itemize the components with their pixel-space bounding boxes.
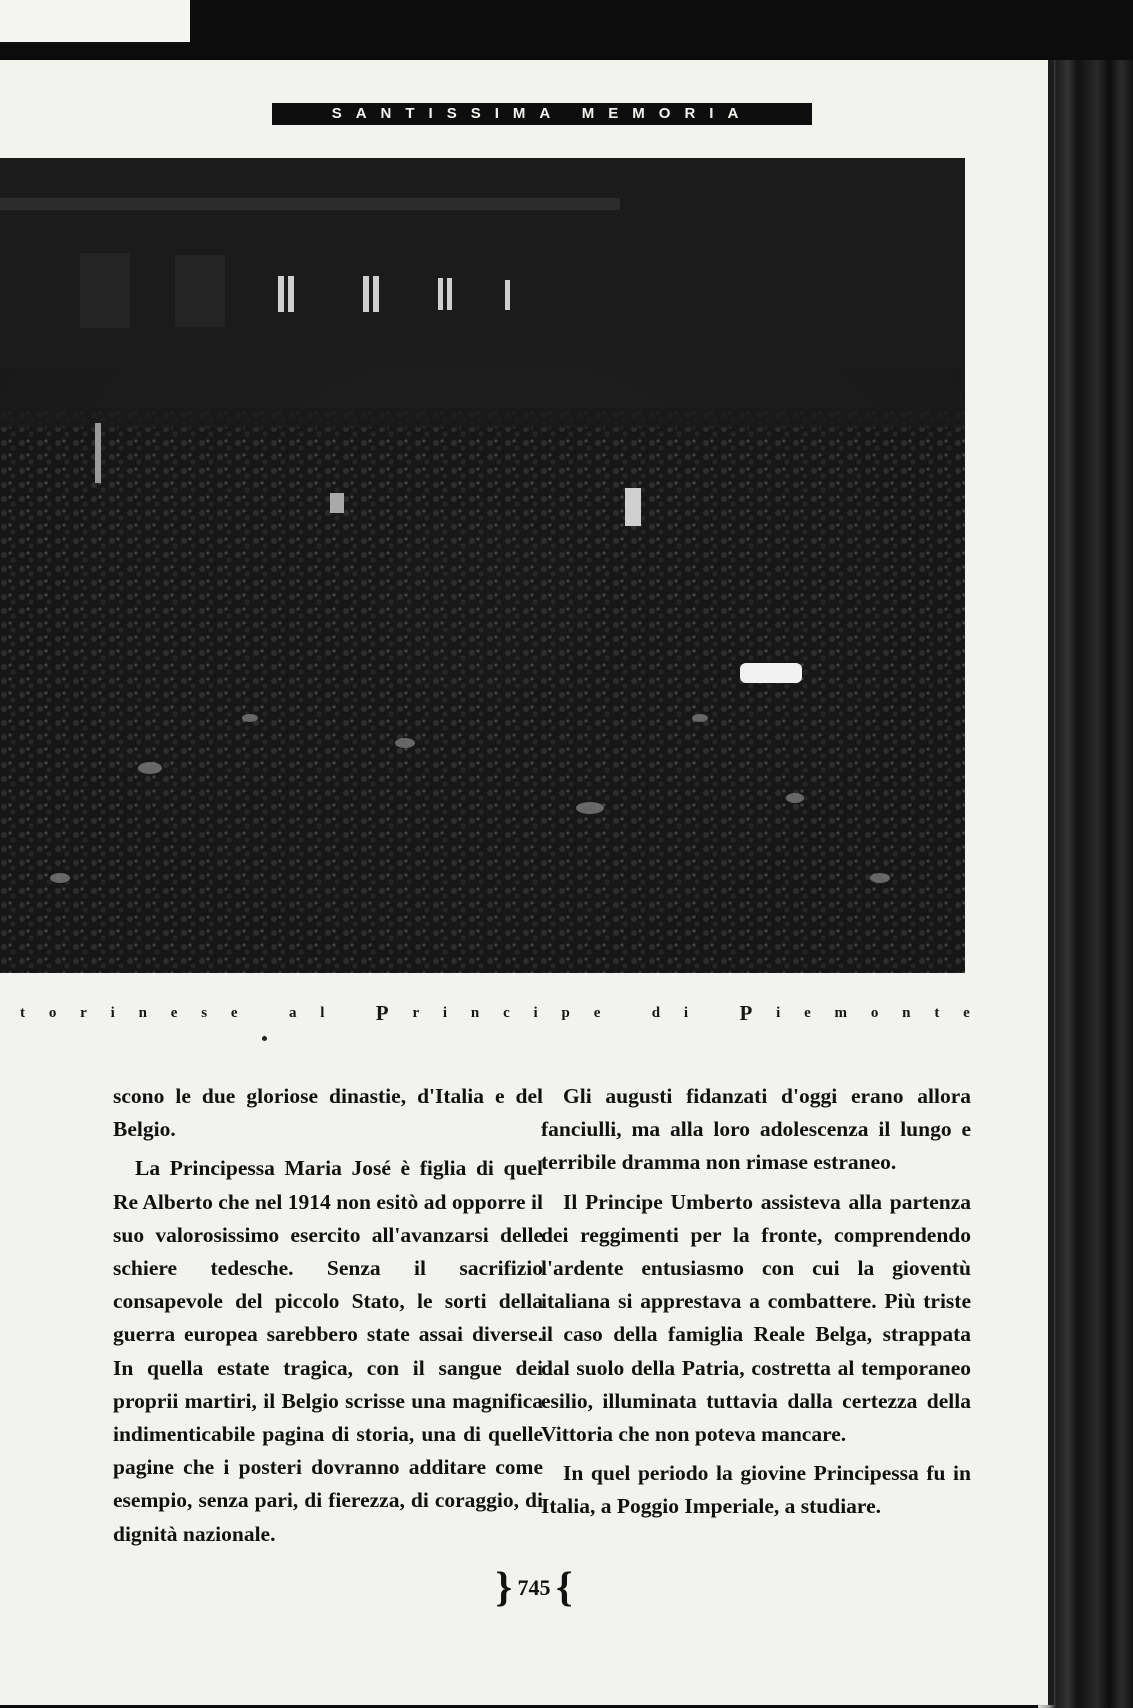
left-paragraph-2: La Principessa Maria José è figlia di quel Re Alberto che nel 1914 non esitò ad opporre il suo valorosissimo esercito all'avanzarsi delle schiere tedesche. Senza il sacrifizio consapevole del piccolo Stato, le sorti della guerra europea sarebbero state assai diverse. In quella estate tragica, con il sangue dei proprii martiri, il Belgio scrisse una magnifica indimenticabile pagina di storia, una di quelle pagine che i posteri dovranno additare come esempio, senza pari, di fierezza, di coraggio, di dignità nazionale. [113, 1156, 543, 1546]
caption-letter: P [375, 1000, 389, 1025]
caption-letter: r [412, 1004, 420, 1021]
caption-letter: o [870, 1004, 879, 1021]
folio-left-brace: } [495, 1565, 512, 1611]
caption-letter: e [963, 1004, 970, 1021]
crowd-photograph [0, 158, 965, 973]
caption-letter: r [80, 1004, 87, 1021]
photo-caption [20, 998, 970, 1028]
caption-letter: s [201, 1004, 208, 1021]
caption-letter: e [804, 1004, 811, 1021]
caption-letter: i [110, 1004, 115, 1021]
caption-letter: e [170, 1004, 178, 1021]
right-paragraph-2: Il Principe Umberto assisteva alla partenza dei reggimenti per la fronte, comprendendo l'ardente entusiasmo con cui la gioventù italiana si apprestava a combattere. Più triste il caso della famiglia Reale Belga, strappata dal suolo della Patria, costretta al temporaneo esilio, illuminata tuttavia dalla certezza della Vittoria che non poteva mancare. [541, 1189, 971, 1447]
caption-letter [348, 1005, 352, 1022]
caption-letter [624, 1005, 628, 1022]
caption-letter: i [683, 1004, 689, 1021]
caption-letter: i [442, 1004, 448, 1021]
left-paragraph-1: scono le due gloriose dinastie, d'Italia e del Belgio. [113, 1084, 543, 1142]
caption-letter: t [934, 1004, 940, 1021]
caption-letter: p [561, 1004, 570, 1021]
folio-right-brace: { [556, 1565, 573, 1611]
right-paragraph-3: In quel periodo la giovine Principessa fu in Italia, a Poggio Imperiale, a studiare. [541, 1461, 971, 1519]
caption-letter [261, 1005, 265, 1022]
caption-dot [262, 1036, 267, 1041]
caption-letter: e [230, 1004, 238, 1021]
caption-letter: l [320, 1004, 325, 1021]
left-column [113, 1080, 543, 1551]
caption-letter: c [503, 1004, 510, 1021]
right-paragraph-1: Gli augusti fidanzati d'oggi erano allora fanciulli, ma alla loro adolescenza il lungo e terribile dramma non rimase estraneo. [541, 1084, 971, 1175]
photo-image [0, 158, 965, 973]
caption-letter: n [138, 1004, 147, 1021]
caption-letter: i [533, 1004, 538, 1021]
caption-letter: a [288, 1004, 297, 1021]
caption-letter: n [470, 1004, 480, 1021]
caption-letter: P [739, 1000, 753, 1025]
caption-letter: d [651, 1004, 661, 1021]
caption-letter: m [834, 1004, 848, 1021]
caption-letter: o [48, 1004, 57, 1021]
caption-letter: e [593, 1004, 601, 1021]
running-head: SANTISSIMA MEMORIA [272, 103, 812, 125]
right-column [541, 1080, 971, 1524]
caption-letter: i [776, 1004, 781, 1021]
caption-letter: n [902, 1004, 911, 1021]
page-tab [0, 0, 190, 44]
book-spine [1054, 60, 1133, 1708]
folio-number: 745 [517, 1575, 551, 1600]
caption-letter: t [20, 1004, 25, 1021]
page-number [474, 1563, 594, 1613]
caption-letter [712, 1005, 716, 1022]
